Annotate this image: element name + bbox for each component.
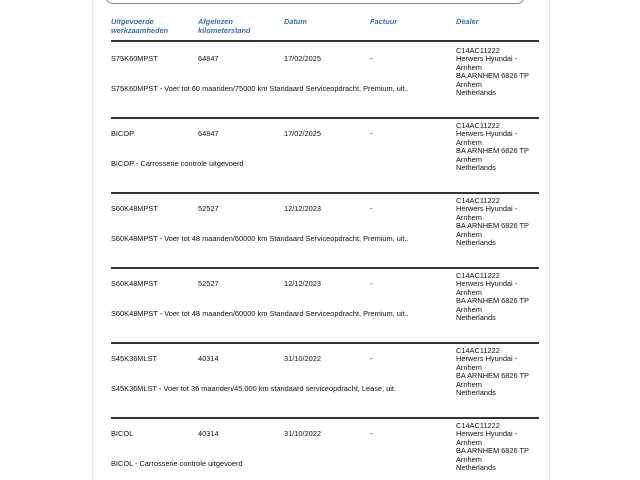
- header-mileage: Afgelezen kilometerstand: [198, 17, 251, 35]
- invoice-value: -: [370, 429, 373, 438]
- dealer-line: Arnhem: [456, 62, 482, 72]
- service-code: S75K60MPST: [111, 54, 158, 63]
- dealer-info: [456, 122, 546, 172]
- mileage-value: 64847: [198, 54, 219, 63]
- dealer-line: C14AC11222: [456, 46, 500, 55]
- dealer-line: Netherlands: [456, 88, 496, 98]
- dealer-line: Arnhem: [456, 437, 482, 447]
- dealer-line: Arnhem: [456, 362, 482, 372]
- invoice-value: -: [370, 204, 373, 213]
- dealer-line: BA ARNHEM 6826 TP: [456, 71, 529, 81]
- dealer-line: Netherlands: [456, 388, 496, 398]
- dealer-line: Arnhem: [456, 379, 482, 389]
- mileage-value: 52527: [198, 279, 219, 288]
- dealer-line: Arnhem: [456, 287, 482, 297]
- dealer-line: Netherlands: [456, 463, 496, 473]
- dealer-info: [456, 47, 546, 97]
- dealer-line: Arnhem: [456, 137, 482, 147]
- dealer-line: BA ARNHEM 6826 TP: [456, 446, 529, 456]
- header-invoice: Factuur: [370, 17, 398, 26]
- service-description: S60K48MPST - Voer tot 48 maanden/60000 km Standaard Serviceopdracht, Premium, uit..: [111, 234, 409, 243]
- service-description: S75K60MPST - Voer tot 60 maanden/75000 km Standaard Serviceopdracht, Premium, uit..: [111, 84, 409, 93]
- dealer-line: Herwers Hyundai -: [456, 129, 518, 139]
- invoice-value: -: [370, 54, 373, 63]
- header-date: Datum: [284, 17, 307, 26]
- dealer-line: Arnhem: [456, 304, 482, 314]
- service-code: S60K48MPST: [111, 279, 158, 288]
- service-description: BICOL - Carrosserie controle uitgevoerd: [111, 459, 243, 468]
- dealer-info: [456, 197, 546, 247]
- table-row: [111, 417, 539, 480]
- header-dealer: Dealer: [456, 17, 479, 26]
- table-row: [111, 117, 539, 194]
- header-service: Uitgevoerde werkzaamheden: [111, 17, 169, 35]
- dealer-line: Arnhem: [456, 154, 482, 164]
- service-date: 17/02/2025: [284, 54, 321, 63]
- service-code: S60K48MPST: [111, 204, 158, 213]
- service-description: BICOP - Carrosserie controle uitgevoerd: [111, 159, 244, 168]
- service-code: BICOP: [111, 129, 134, 138]
- dealer-line: BA ARNHEM 6826 TP: [456, 296, 529, 306]
- dealer-line: C14AC11222: [456, 271, 500, 280]
- table-row: [111, 42, 539, 119]
- service-date: 12/12/2023: [284, 279, 321, 288]
- dealer-line: C14AC11222: [456, 421, 500, 430]
- service-date: 31/10/2022: [284, 429, 321, 438]
- service-code: S45K36MLST: [111, 354, 158, 363]
- top-frame: [105, 0, 525, 4]
- mileage-value: 64847: [198, 129, 219, 138]
- service-description: S45K36MLST - Voer tot 36 maanden/45.000 km standaard serviceopdracht, Lease, uit.: [111, 384, 396, 393]
- dealer-line: Herwers Hyundai -: [456, 54, 518, 64]
- service-description: S60K48MPST - Voer tot 48 maanden/60000 km Standaard Serviceopdracht, Premium, uit..: [111, 309, 409, 318]
- service-code: BICOL: [111, 429, 134, 438]
- dealer-line: Arnhem: [456, 454, 482, 464]
- dealer-line: Arnhem: [456, 229, 482, 239]
- dealer-line: Herwers Hyundai -: [456, 204, 518, 214]
- dealer-line: C14AC11222: [456, 121, 500, 130]
- service-date: 12/12/2023: [284, 204, 321, 213]
- dealer-info: [456, 272, 546, 322]
- dealer-line: Herwers Hyundai -: [456, 429, 518, 439]
- invoice-value: -: [370, 129, 373, 138]
- dealer-line: Netherlands: [456, 163, 496, 173]
- document-page: [92, 0, 550, 480]
- dealer-line: Arnhem: [456, 212, 482, 222]
- dealer-line: BA ARNHEM 6826 TP: [456, 146, 529, 156]
- table-row: [111, 342, 539, 419]
- dealer-line: BA ARNHEM 6826 TP: [456, 371, 529, 381]
- dealer-line: Netherlands: [456, 238, 496, 248]
- dealer-info: [456, 347, 546, 397]
- dealer-line: Herwers Hyundai -: [456, 354, 518, 364]
- table-row: [111, 192, 539, 269]
- service-date: 17/02/2025: [284, 129, 321, 138]
- dealer-line: Herwers Hyundai -: [456, 279, 518, 289]
- invoice-value: -: [370, 354, 373, 363]
- table-row: [111, 267, 539, 344]
- dealer-line: BA ARNHEM 6826 TP: [456, 221, 529, 231]
- dealer-line: Netherlands: [456, 313, 496, 323]
- invoice-value: -: [370, 279, 373, 288]
- dealer-line: C14AC11222: [456, 346, 500, 355]
- dealer-line: Arnhem: [456, 79, 482, 89]
- dealer-line: C14AC11222: [456, 196, 500, 205]
- dealer-info: [456, 422, 546, 472]
- table-header: [111, 18, 539, 42]
- mileage-value: 52527: [198, 204, 219, 213]
- mileage-value: 40314: [198, 354, 219, 363]
- service-date: 31/10/2022: [284, 354, 321, 363]
- mileage-value: 40314: [198, 429, 219, 438]
